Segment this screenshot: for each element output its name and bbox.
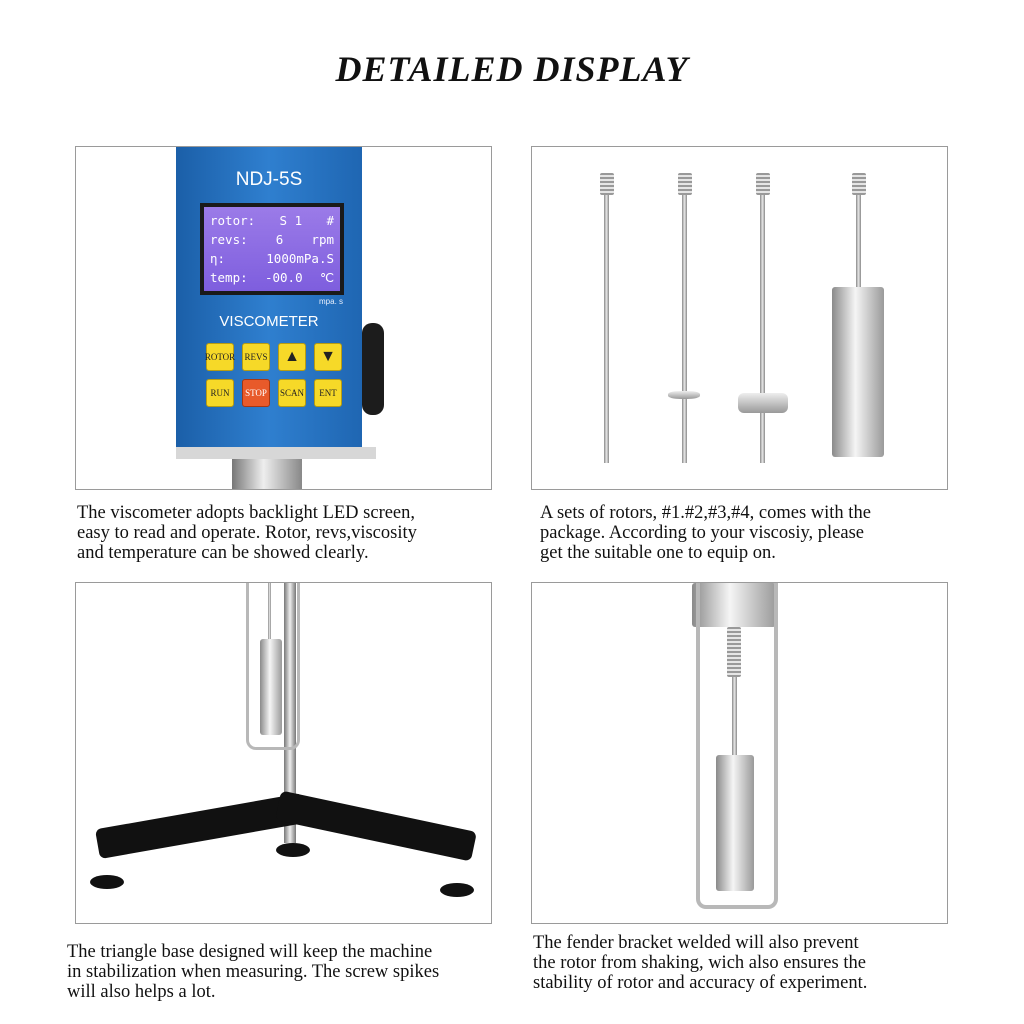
panel-display (75, 146, 492, 490)
caption-line: The viscometer adopts backlight LED screen, (77, 503, 416, 523)
lcd-unit: rpm (311, 232, 334, 247)
panel-rotors (531, 146, 948, 490)
lcd-unit-label: mpa. s (319, 297, 344, 306)
unit-neck (176, 447, 376, 459)
panel-bracket (531, 582, 948, 924)
caption-line: The fender bracket welded will also prevent (533, 933, 859, 953)
revs-key[interactable]: REVS (242, 343, 270, 371)
caption-line: and temperature can be showed clearly. (77, 543, 369, 563)
lcd-label: revs: (210, 232, 248, 247)
panel-base (75, 582, 492, 924)
lcd-row-rotor (210, 211, 334, 230)
lcd-unit: # (326, 213, 334, 228)
lcd-label: η: (210, 251, 226, 266)
enter-key[interactable]: ENT (314, 379, 342, 407)
page-title: DETAILED DISPLAY (335, 49, 689, 89)
lcd-row-viscosity (210, 249, 334, 268)
run-key[interactable]: RUN (206, 379, 234, 407)
screw-foot-icon (440, 883, 474, 897)
caption-line: get the suitable one to equip on. (540, 543, 776, 563)
rotor-key[interactable]: ROTOR (206, 343, 234, 371)
caption-display (77, 503, 417, 563)
fender-bracket (246, 583, 300, 750)
caption-line: easy to read and operate. Rotor, revs,viscosity (77, 523, 417, 543)
up-key[interactable]: ▲ (278, 343, 306, 371)
lcd-screen (200, 203, 344, 295)
lcd-value: 6 (275, 232, 284, 247)
caption-line: the rotor from shaking, wich also ensures the (533, 953, 866, 973)
caption-line: package. According to your viscosiy, please (540, 523, 864, 543)
lcd-label: temp: (210, 270, 248, 285)
caption-line: stability of rotor and accuracy of experiment. (533, 973, 868, 993)
adjust-knob-icon (362, 323, 384, 415)
down-key[interactable]: ▼ (314, 343, 342, 371)
screw-foot-icon (90, 875, 124, 889)
device-label: VISCOMETER (219, 313, 319, 330)
lcd-row-revs (210, 230, 334, 249)
caption-bracket (533, 933, 867, 993)
caption-rotors (540, 503, 871, 563)
caption-base (67, 942, 439, 1002)
model-label: NDJ-5S (235, 169, 303, 190)
lcd-value: 1000mPa.S (266, 251, 334, 266)
caption-line: The triangle base designed will keep the machine (67, 942, 433, 962)
lcd-row-temp (210, 268, 334, 287)
lcd-value: S 1 (279, 213, 303, 228)
caption-line: in stabilization when measuring. The screw spikes (67, 962, 440, 982)
lcd-value: -00.0 (264, 270, 303, 285)
lcd-label: rotor: (210, 213, 256, 228)
unit-shaft (232, 459, 302, 489)
stop-key[interactable]: STOP (242, 379, 270, 407)
lcd-unit: ℃ (319, 270, 334, 285)
fender-bracket (696, 583, 778, 909)
scan-key[interactable]: SCAN (278, 379, 306, 407)
viscometer-head (176, 147, 362, 447)
caption-line: A sets of rotors, #1.#2,#3,#4, comes with the (540, 503, 871, 523)
caption-line: will also helps a lot. (67, 982, 216, 1002)
screw-foot-icon (276, 843, 310, 857)
